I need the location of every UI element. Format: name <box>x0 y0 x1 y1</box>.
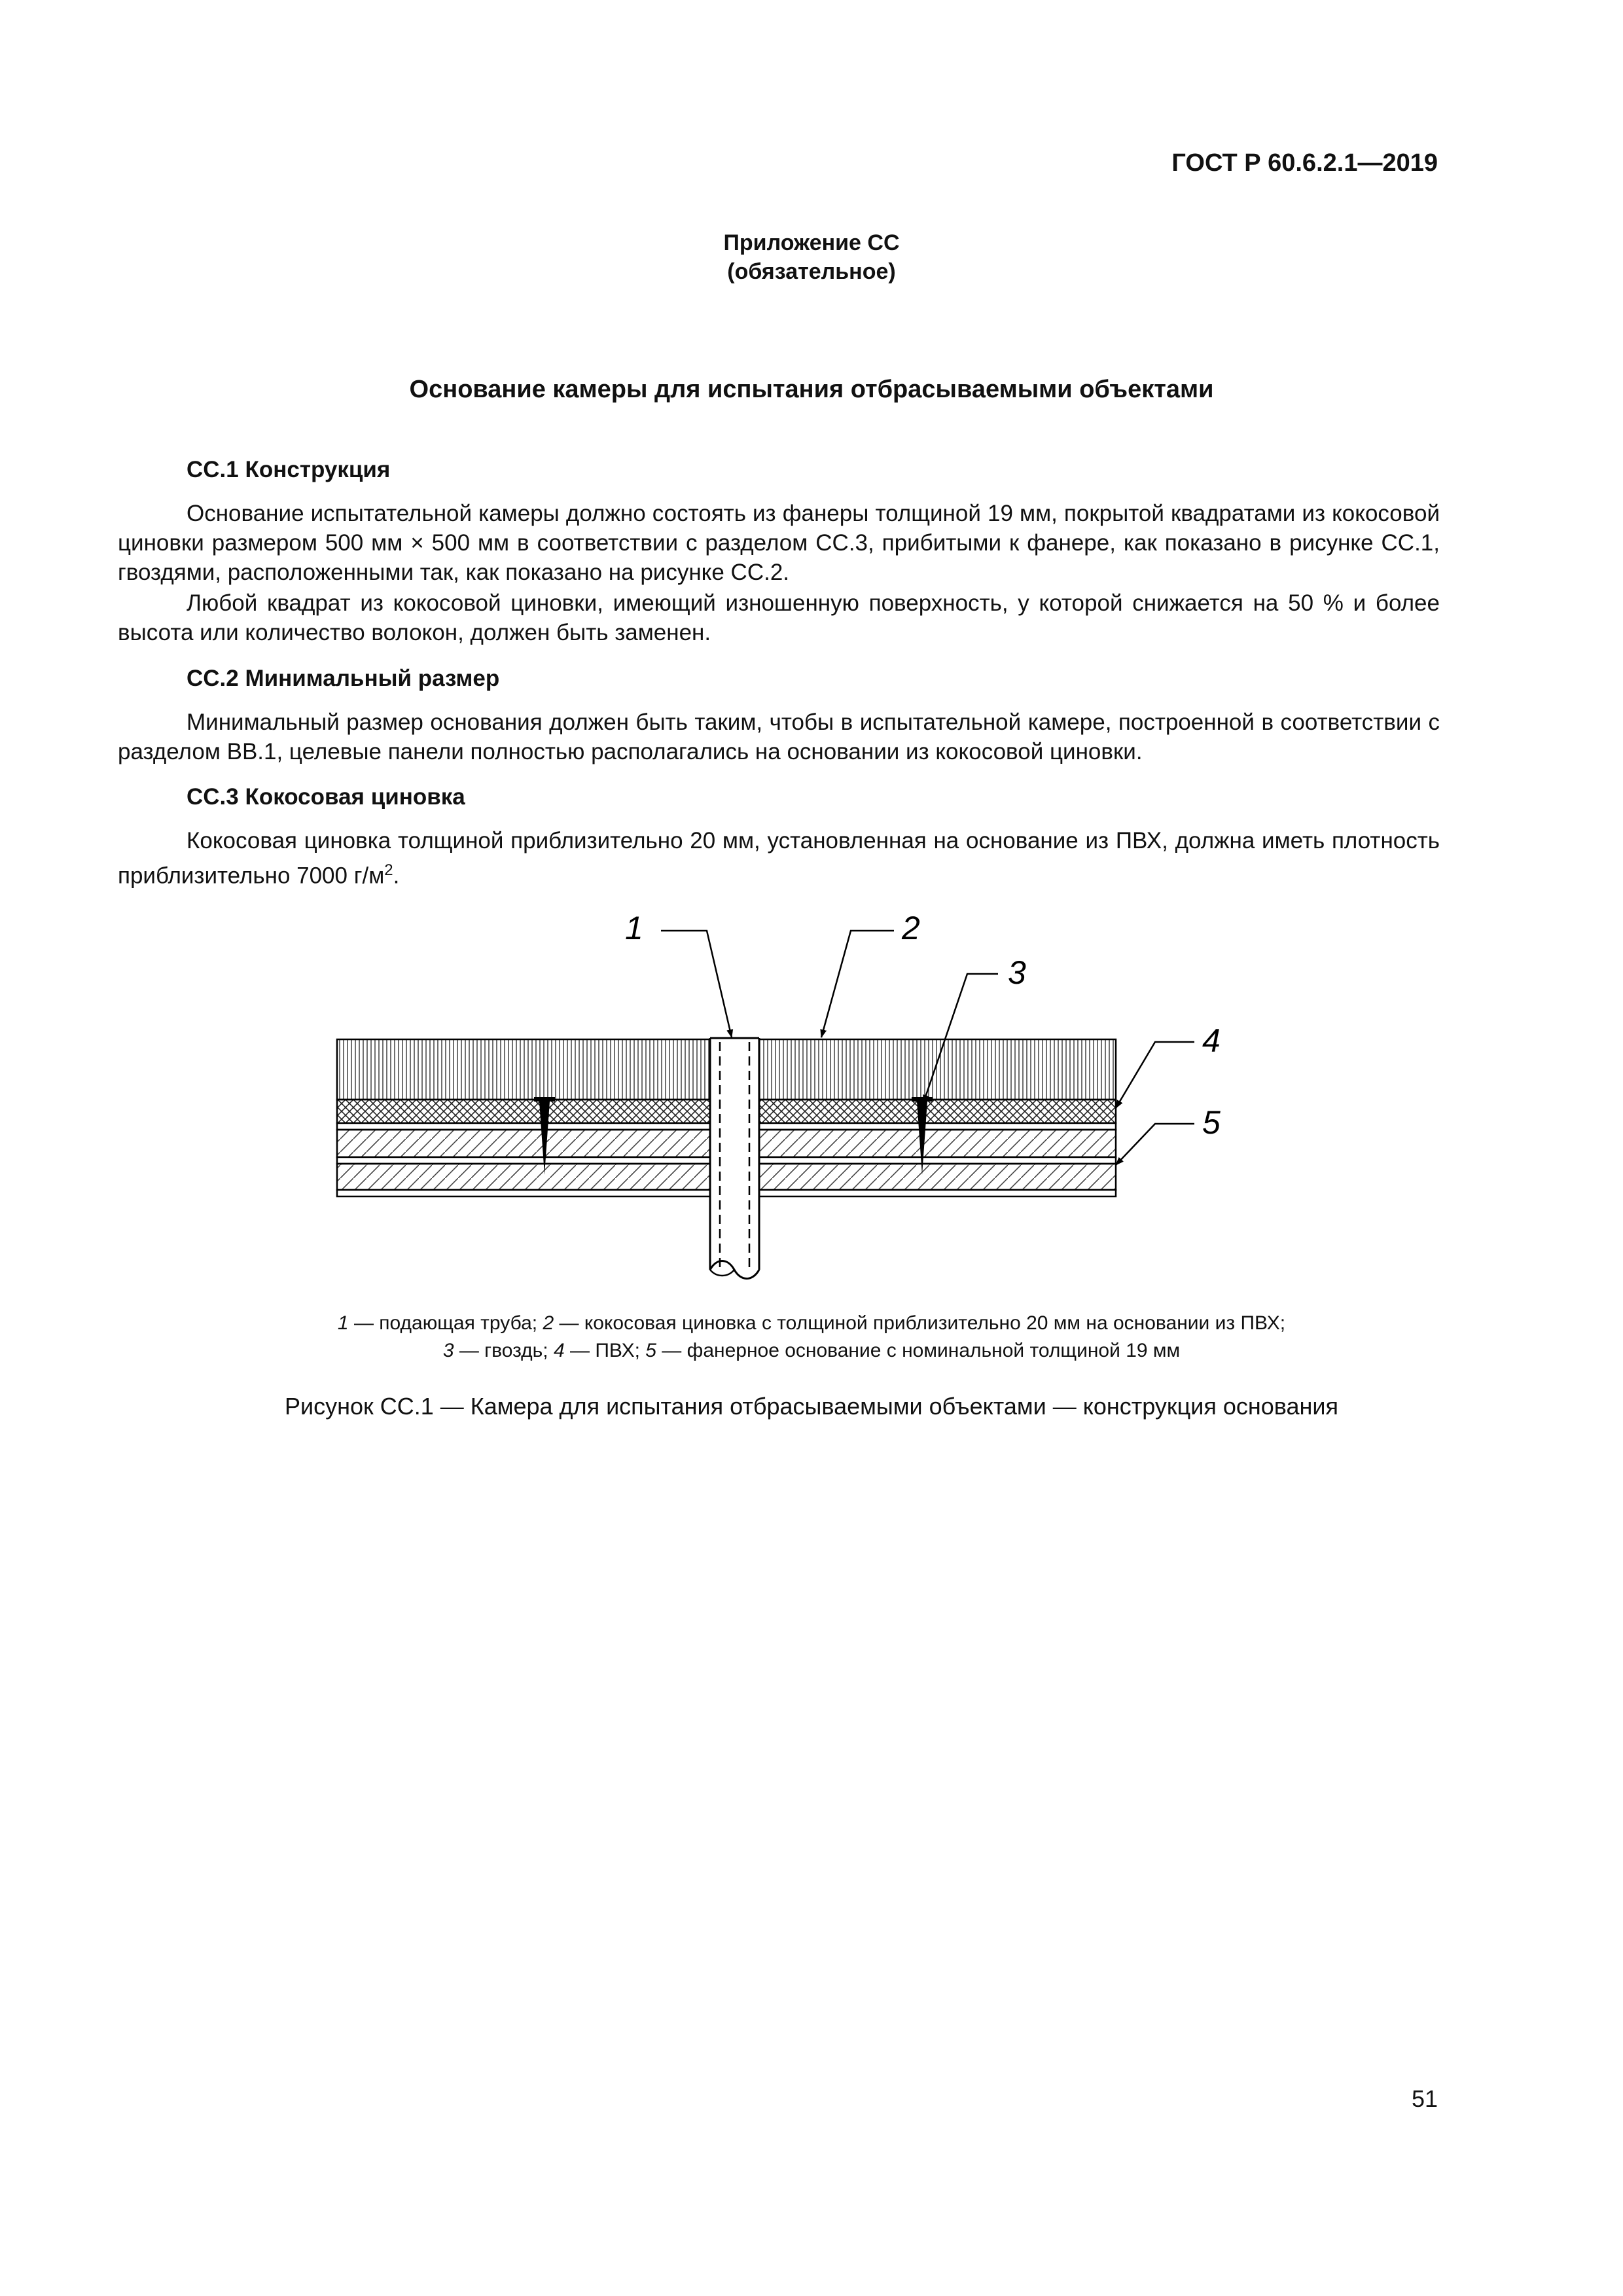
legend-text: — кокосовая циновка с толщиной приблизительно 20 мм на основании из ПВХ; <box>554 1312 1286 1334</box>
superscript-2: 2 <box>384 861 393 879</box>
paragraph-cc2-1: Минимальный размер основания должен быть таким, чтобы в испытательной камере, построенной в соответствии с разделом BB.1, целевые панели полностью располагались на основании из кокосовой циновки. <box>118 709 1440 764</box>
legend-text: — ПВХ; <box>564 1340 646 1361</box>
legend-text: — фанерное основание с номинальной толщиной 19 мм <box>656 1340 1181 1361</box>
legend-num: 5 <box>645 1340 656 1361</box>
page-title: Основание камеры для испытания отбрасываемыми объектами <box>409 376 1214 403</box>
legend-text: — подающая труба; <box>348 1312 543 1334</box>
section-heading-cc2: CC.2 Минимальный размер <box>187 666 500 691</box>
legend-num: 1 <box>337 1312 349 1334</box>
figure-cc1-diagram <box>0 903 1623 1309</box>
paragraph-cc3-text: Кокосовая циновка толщиной приблизительно 20 мм, установленная на основание из ПВХ, должна иметь плотность приблизительно 7000 г/м <box>118 828 1440 889</box>
appendix-status: (обязательное) <box>727 259 896 284</box>
section-heading-cc3: CC.3 Кокосовая циновка <box>187 784 465 810</box>
section-heading-cc1: CC.1 Конструкция <box>187 457 391 482</box>
callout-2: 2 <box>902 910 920 946</box>
callout-1: 1 <box>625 910 643 946</box>
paragraph-cc1-1: Основание испытательной камеры должно состоять из фанеры толщиной 19 мм, покрытой квадратами из кокосовой циновки размером 500 мм × 500 мм в соответствии с разделом CC.3, прибитыми к фанере, как показано в рисунке CC.1, гвоздями, расположенными так, как показано на рисунке CC.2. <box>118 501 1440 585</box>
document-number: ГОСТ Р 60.6.2.1—2019 <box>1171 149 1438 177</box>
figure-legend-line-1 <box>0 1310 1623 1337</box>
legend-num: 4 <box>553 1340 565 1361</box>
callout-4: 4 <box>1202 1022 1221 1059</box>
callout-5: 5 <box>1202 1104 1221 1141</box>
paragraph-cc3-1 <box>118 826 1440 891</box>
appendix-title: Приложение CC <box>723 230 900 255</box>
page-number: 51 <box>1411 2085 1438 2112</box>
figure-legend-line-2 <box>0 1337 1623 1365</box>
legend-num: 3 <box>442 1340 454 1361</box>
figure-title: Рисунок CC.1 — Камера для испытания отбрасываемыми объектами — конструкция основания <box>284 1393 1339 1420</box>
callout-3: 3 <box>1008 954 1026 991</box>
legend-num: 2 <box>543 1312 554 1334</box>
paragraph-cc3-end: . <box>393 863 400 889</box>
legend-text: — гвоздь; <box>454 1340 554 1361</box>
paragraph-cc1-2: Любой квадрат из кокосовой циновки, имеющий изношенную поверхность, у которой снижается на 50 % и более высота или количество волокон, должен быть заменен. <box>118 590 1440 645</box>
supply-pipe <box>710 1038 759 1279</box>
